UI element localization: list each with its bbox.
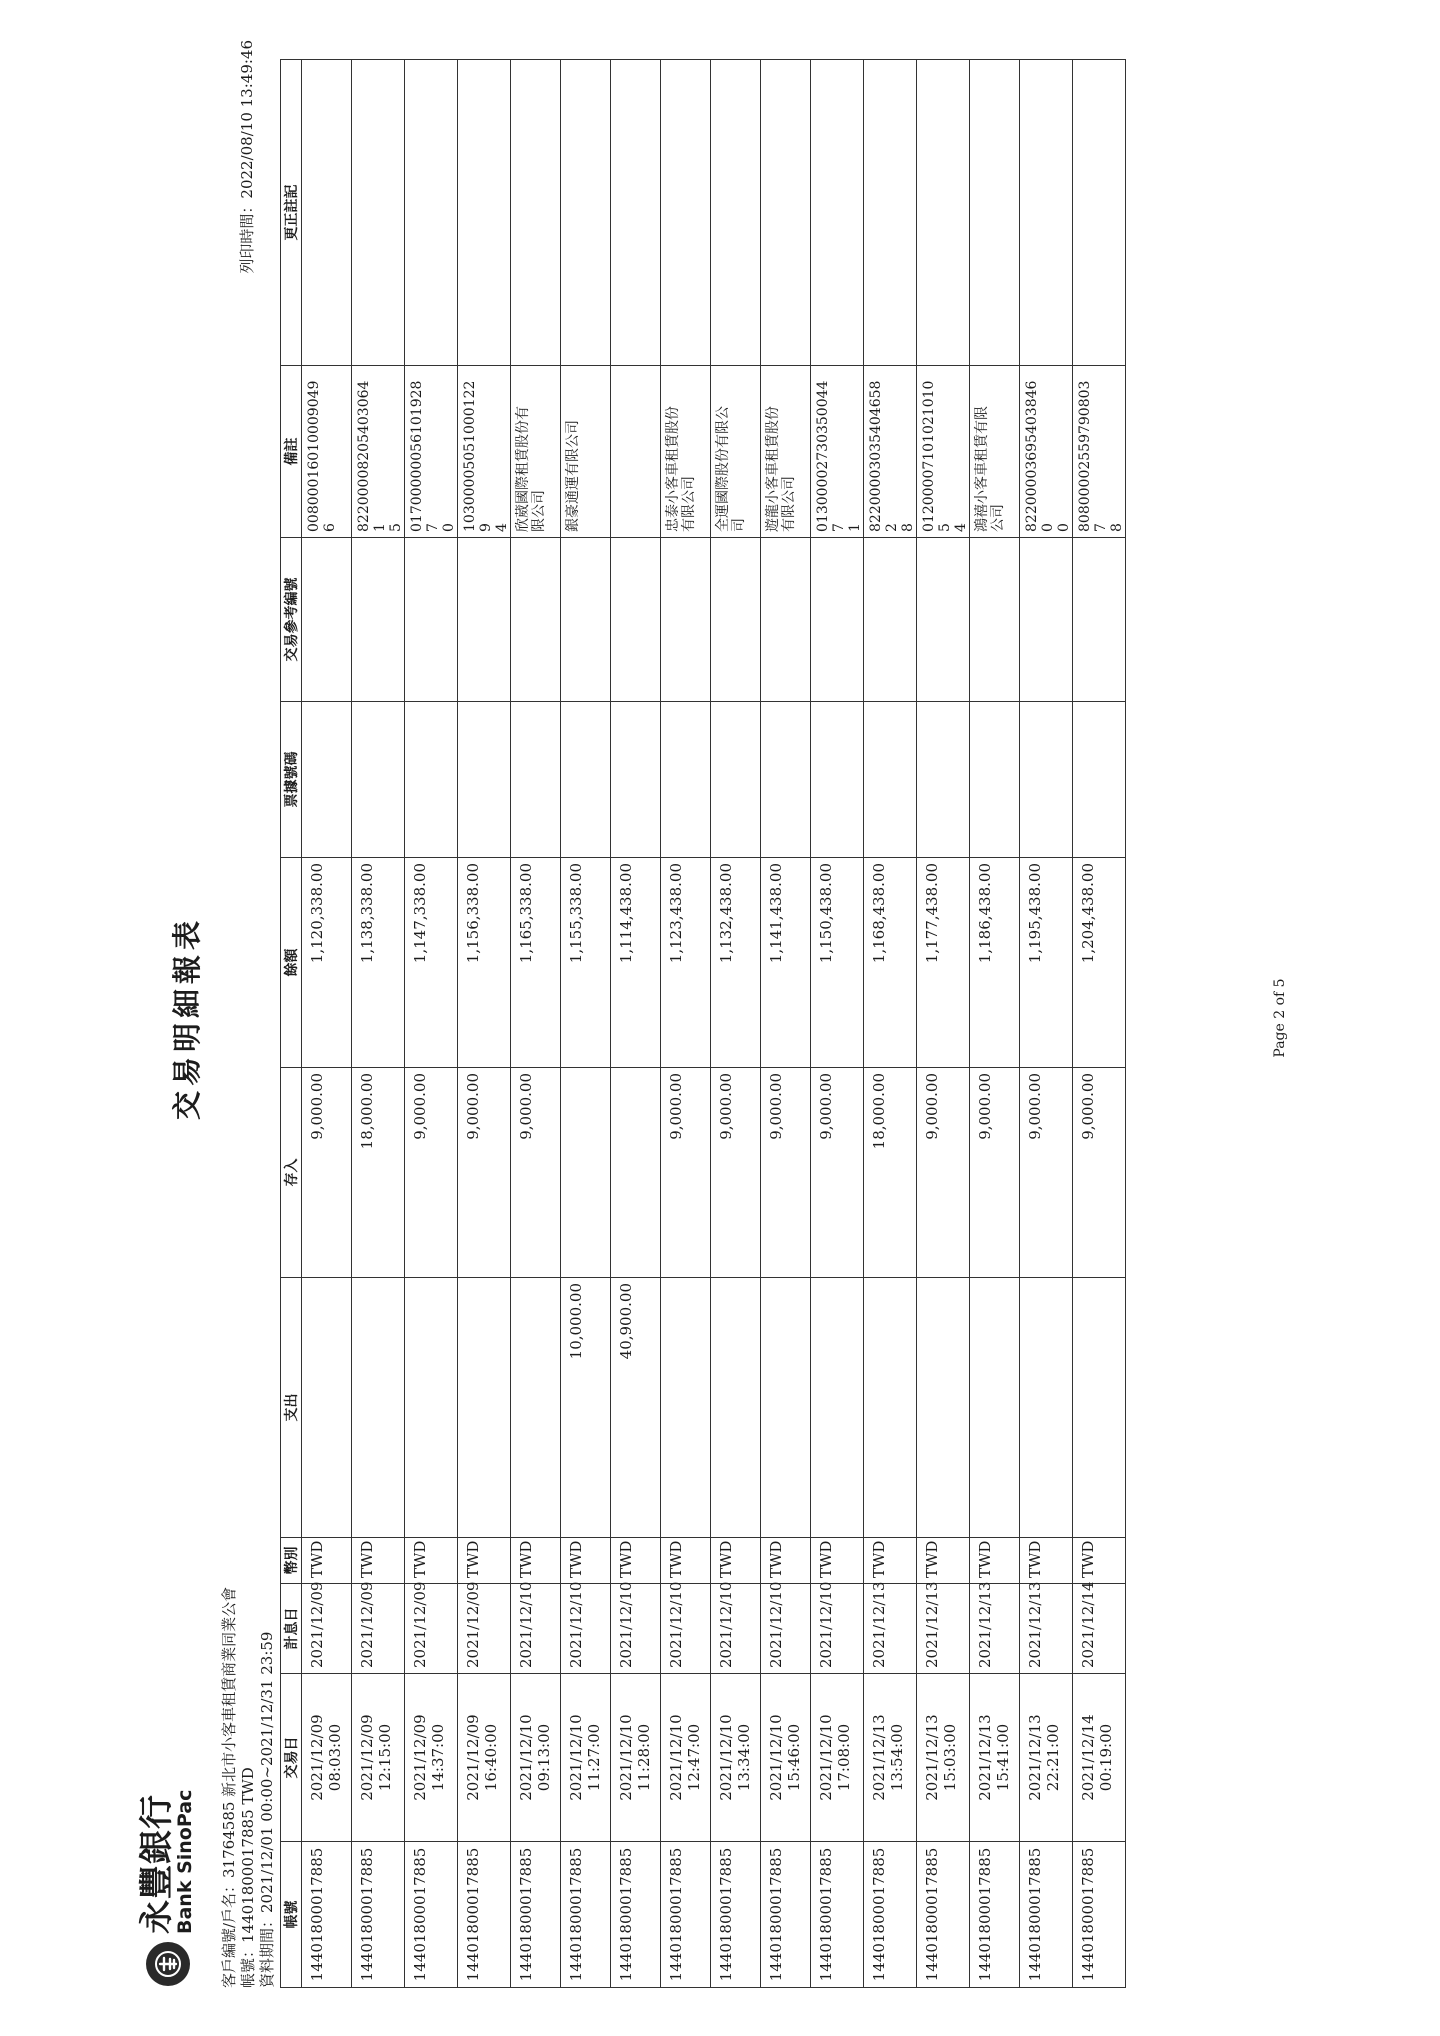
cell-currency: TWD <box>970 1538 1020 1584</box>
cell-note: 00800016010009049 6 <box>302 366 352 538</box>
cell-currency: TWD <box>761 1538 811 1584</box>
cell-credit: 9,000.00 <box>405 1068 458 1278</box>
cell-debit <box>302 1278 352 1538</box>
cell-currency: TWD <box>1073 1538 1126 1584</box>
cell-currency: TWD <box>917 1538 970 1584</box>
table-header-row <box>281 60 302 1988</box>
cell-cheque-no <box>711 702 761 858</box>
cell-trade-date: 2021/12/13 13:54:00 <box>864 1674 917 1842</box>
col-currency: 幣別 <box>281 1538 302 1584</box>
account-info: 帳號：14401800017885 TWD <box>239 1767 257 1988</box>
cell-note: 82200008205403064 1 5 <box>352 366 405 538</box>
cell-currency: TWD <box>661 1538 711 1584</box>
cell-account: 14401800017885 <box>864 1842 917 1988</box>
cell-ref-no <box>761 538 811 702</box>
cell-account: 14401800017885 <box>458 1842 511 1988</box>
cell-ref-no <box>611 538 661 702</box>
cell-account: 14401800017885 <box>611 1842 661 1988</box>
table-row <box>1020 60 1073 1988</box>
cell-account: 14401800017885 <box>761 1842 811 1988</box>
col-note: 備註 <box>281 366 302 538</box>
cell-value-date: 2021/12/10 <box>661 1584 711 1674</box>
cell-ref-no <box>811 538 864 702</box>
cell-currency: TWD <box>302 1538 352 1584</box>
cell-value-date: 2021/12/13 <box>1020 1584 1073 1674</box>
cell-trade-date: 2021/12/10 11:28:00 <box>611 1674 661 1842</box>
cell-credit: 9,000.00 <box>811 1068 864 1278</box>
table-row <box>761 60 811 1988</box>
cell-debit <box>458 1278 511 1538</box>
cell-value-date: 2021/12/10 <box>811 1584 864 1674</box>
cell-note: 銀豪通運有限公司 <box>561 366 611 538</box>
cell-ref-no <box>561 538 611 702</box>
page-number: Page 2 of 5 <box>1272 978 1288 1058</box>
cell-correction <box>970 60 1020 366</box>
cell-currency: TWD <box>405 1538 458 1584</box>
cell-ref-no <box>1020 538 1073 702</box>
cell-trade-date: 2021/12/09 14:37:00 <box>405 1674 458 1842</box>
cell-correction <box>561 60 611 366</box>
table-row <box>511 60 561 1988</box>
transaction-table <box>280 59 1126 1988</box>
cell-debit: 40,900.00 <box>611 1278 661 1538</box>
cell-value-date: 2021/12/09 <box>302 1584 352 1674</box>
cell-cheque-no <box>661 702 711 858</box>
cell-trade-date: 2021/12/13 22:21:00 <box>1020 1674 1073 1842</box>
table-row <box>405 60 458 1988</box>
table-row <box>864 60 917 1988</box>
cell-debit <box>661 1278 711 1538</box>
customer-info: 客戶編號/戶名：31764585 新北市小客車租賃商業同業公會 <box>220 1586 238 1988</box>
cell-credit: 9,000.00 <box>917 1068 970 1278</box>
cell-value-date: 2021/12/14 <box>1073 1584 1126 1674</box>
cell-correction <box>661 60 711 366</box>
cell-debit <box>761 1278 811 1538</box>
cell-note: 01300002730350044 7 1 <box>811 366 864 538</box>
cell-balance: 1,123,438.00 <box>661 858 711 1068</box>
cell-currency: TWD <box>611 1538 661 1584</box>
cell-account: 14401800017885 <box>661 1842 711 1988</box>
col-credit: 存入 <box>281 1068 302 1278</box>
cell-credit <box>611 1068 661 1278</box>
col-debit: 支出 <box>281 1278 302 1538</box>
table-row <box>561 60 611 1988</box>
cell-correction <box>458 60 511 366</box>
cell-value-date: 2021/12/10 <box>761 1584 811 1674</box>
table-row <box>1073 60 1126 1988</box>
cell-account: 14401800017885 <box>561 1842 611 1988</box>
cell-trade-date: 2021/12/10 09:13:00 <box>511 1674 561 1842</box>
cell-debit <box>970 1278 1020 1538</box>
cell-cheque-no <box>761 702 811 858</box>
cell-correction <box>405 60 458 366</box>
cell-note: 忠泰小客車租賃股份 有限公司 <box>661 366 711 538</box>
period-info: 資料期間：2021/12/01 00:00~2021/12/31 23:59 <box>258 1631 276 1988</box>
cell-currency: TWD <box>711 1538 761 1584</box>
cell-ref-no <box>405 538 458 702</box>
cell-currency: TWD <box>561 1538 611 1584</box>
cell-note: 01700000056101928 7 0 <box>405 366 458 538</box>
cell-credit <box>561 1068 611 1278</box>
cell-credit: 9,000.00 <box>661 1068 711 1278</box>
cell-account: 14401800017885 <box>711 1842 761 1988</box>
cell-trade-date: 2021/12/10 13:34:00 <box>711 1674 761 1842</box>
col-cheque-no: 票據號碼 <box>281 702 302 858</box>
cell-debit <box>1073 1278 1126 1538</box>
cell-currency: TWD <box>864 1538 917 1584</box>
cell-balance: 1,147,338.00 <box>405 858 458 1068</box>
cell-trade-date: 2021/12/09 16:40:00 <box>458 1674 511 1842</box>
cell-debit <box>811 1278 864 1538</box>
cell-balance: 1,204,438.00 <box>1073 858 1126 1068</box>
report-title: 交易明細報表 <box>170 916 204 1121</box>
cell-cheque-no <box>1073 702 1126 858</box>
cell-account: 14401800017885 <box>1073 1842 1126 1988</box>
cell-correction <box>711 60 761 366</box>
col-value-date: 計息日 <box>281 1584 302 1674</box>
cell-cheque-no <box>511 702 561 858</box>
cell-cheque-no <box>864 702 917 858</box>
col-trade-date: 交易日 <box>281 1674 302 1842</box>
cell-note: 鴻禧小客車租賃有限 公司 <box>970 366 1020 538</box>
cell-correction <box>1073 60 1126 366</box>
cell-ref-no <box>917 538 970 702</box>
cell-correction <box>811 60 864 366</box>
cell-balance: 1,150,438.00 <box>811 858 864 1068</box>
cell-account: 14401800017885 <box>352 1842 405 1988</box>
cell-balance: 1,114,438.00 <box>611 858 661 1068</box>
table-row <box>352 60 405 1988</box>
cell-note: 全運國際股份有限公 司 <box>711 366 761 538</box>
cell-account: 14401800017885 <box>1020 1842 1073 1988</box>
cell-correction <box>611 60 661 366</box>
cell-note: 10300005051000122 9 4 <box>458 366 511 538</box>
cell-note: 82200003695403846 0 0 <box>1020 366 1073 538</box>
cell-balance: 1,165,338.00 <box>511 858 561 1068</box>
cell-note: 欣葳國際租賃股份有 限公司 <box>511 366 561 538</box>
cell-debit <box>1020 1278 1073 1538</box>
cell-credit: 9,000.00 <box>711 1068 761 1278</box>
cell-trade-date: 2021/12/10 12:47:00 <box>661 1674 711 1842</box>
cell-cheque-no <box>405 702 458 858</box>
cell-note: 80800002559790803 7 8 <box>1073 366 1126 538</box>
cell-trade-date: 2021/12/10 15:46:00 <box>761 1674 811 1842</box>
cell-currency: TWD <box>458 1538 511 1584</box>
cell-account: 14401800017885 <box>970 1842 1020 1988</box>
cell-correction <box>917 60 970 366</box>
cell-debit <box>711 1278 761 1538</box>
col-account: 帳號 <box>281 1842 302 1988</box>
cell-trade-date: 2021/12/09 12:15:00 <box>352 1674 405 1842</box>
cell-ref-no <box>711 538 761 702</box>
cell-cheque-no <box>352 702 405 858</box>
table-row <box>661 60 711 1988</box>
table-row <box>711 60 761 1988</box>
cell-note: 遊龍小客車租賃股份 有限公司 <box>761 366 811 538</box>
cell-ref-no <box>302 538 352 702</box>
cell-cheque-no <box>970 702 1020 858</box>
cell-trade-date: 2021/12/09 08:03:00 <box>302 1674 352 1842</box>
cell-balance: 1,168,438.00 <box>864 858 917 1068</box>
cell-trade-date: 2021/12/13 15:41:00 <box>970 1674 1020 1842</box>
cell-value-date: 2021/12/09 <box>352 1584 405 1674</box>
table-row <box>811 60 864 1988</box>
table-row <box>611 60 661 1988</box>
cell-note: 01200007101021010 5 4 <box>917 366 970 538</box>
cell-debit <box>864 1278 917 1538</box>
cell-currency: TWD <box>511 1538 561 1584</box>
cell-cheque-no <box>561 702 611 858</box>
cell-cheque-no <box>611 702 661 858</box>
cell-cheque-no <box>811 702 864 858</box>
cell-credit: 9,000.00 <box>1073 1068 1126 1278</box>
col-correction: 更正註記 <box>281 60 302 366</box>
cell-debit: 10,000.00 <box>561 1278 611 1538</box>
cell-credit: 18,000.00 <box>352 1068 405 1278</box>
cell-correction <box>511 60 561 366</box>
cell-cheque-no <box>1020 702 1073 858</box>
cell-account: 14401800017885 <box>917 1842 970 1988</box>
cell-value-date: 2021/12/10 <box>511 1584 561 1674</box>
cell-correction <box>864 60 917 366</box>
cell-note: 82200003035404658 2 8 <box>864 366 917 538</box>
cell-balance: 1,195,438.00 <box>1020 858 1073 1068</box>
cell-correction <box>302 60 352 366</box>
bank-name-zh: 永豐銀行 <box>137 1794 177 1934</box>
transaction-rows <box>302 60 1126 1988</box>
cell-value-date: 2021/12/10 <box>561 1584 611 1674</box>
cell-trade-date: 2021/12/13 15:03:00 <box>917 1674 970 1842</box>
cell-credit: 18,000.00 <box>864 1068 917 1278</box>
cell-balance: 1,156,338.00 <box>458 858 511 1068</box>
cell-debit <box>352 1278 405 1538</box>
cell-credit: 9,000.00 <box>511 1068 561 1278</box>
cell-credit: 9,000.00 <box>302 1068 352 1278</box>
cell-value-date: 2021/12/09 <box>405 1584 458 1674</box>
cell-credit: 9,000.00 <box>458 1068 511 1278</box>
cell-balance: 1,186,438.00 <box>970 858 1020 1068</box>
cell-account: 14401800017885 <box>811 1842 864 1988</box>
cell-trade-date: 2021/12/10 11:27:00 <box>561 1674 611 1842</box>
cell-trade-date: 2021/12/14 00:19:00 <box>1073 1674 1126 1842</box>
cell-value-date: 2021/12/13 <box>917 1584 970 1674</box>
cell-balance: 1,120,338.00 <box>302 858 352 1068</box>
cell-value-date: 2021/12/09 <box>458 1584 511 1674</box>
cell-trade-date: 2021/12/10 17:08:00 <box>811 1674 864 1842</box>
cell-debit <box>405 1278 458 1538</box>
cell-value-date: 2021/12/10 <box>711 1584 761 1674</box>
cell-credit: 9,000.00 <box>761 1068 811 1278</box>
cell-debit <box>511 1278 561 1538</box>
cell-balance: 1,138,338.00 <box>352 858 405 1068</box>
cell-currency: TWD <box>1020 1538 1073 1584</box>
cell-debit <box>917 1278 970 1538</box>
cell-correction <box>1020 60 1073 366</box>
cell-value-date: 2021/12/13 <box>864 1584 917 1674</box>
cell-account: 14401800017885 <box>405 1842 458 1988</box>
col-balance: 餘額 <box>281 858 302 1068</box>
cell-ref-no <box>1073 538 1126 702</box>
cell-correction <box>352 60 405 366</box>
cell-account: 14401800017885 <box>511 1842 561 1988</box>
cell-cheque-no <box>458 702 511 858</box>
cell-value-date: 2021/12/13 <box>970 1584 1020 1674</box>
cell-cheque-no <box>302 702 352 858</box>
cell-ref-no <box>511 538 561 702</box>
cell-ref-no <box>661 538 711 702</box>
cell-correction <box>761 60 811 366</box>
cell-balance: 1,177,438.00 <box>917 858 970 1068</box>
cell-currency: TWD <box>352 1538 405 1584</box>
table-row <box>970 60 1020 1988</box>
cell-ref-no <box>970 538 1020 702</box>
bank-name-en: Bank SinoPac <box>174 1789 196 1934</box>
cell-balance: 1,132,438.00 <box>711 858 761 1068</box>
col-ref-no: 交易參考編號 <box>281 538 302 702</box>
cell-credit: 9,000.00 <box>1020 1068 1073 1278</box>
table-row <box>458 60 511 1988</box>
cell-balance: 1,155,338.00 <box>561 858 611 1068</box>
cell-ref-no <box>458 538 511 702</box>
table-row <box>917 60 970 1988</box>
printed-time: 列印時間：2022/08/10 13:49:46 <box>238 40 256 274</box>
table-row <box>302 60 352 1988</box>
cell-ref-no <box>352 538 405 702</box>
cell-value-date: 2021/12/10 <box>611 1584 661 1674</box>
cell-balance: 1,141,438.00 <box>761 858 811 1068</box>
cell-note <box>611 366 661 538</box>
cell-ref-no <box>864 538 917 702</box>
cell-cheque-no <box>917 702 970 858</box>
cell-account: 14401800017885 <box>302 1842 352 1988</box>
cell-currency: TWD <box>811 1538 864 1584</box>
cell-credit: 9,000.00 <box>970 1068 1020 1278</box>
